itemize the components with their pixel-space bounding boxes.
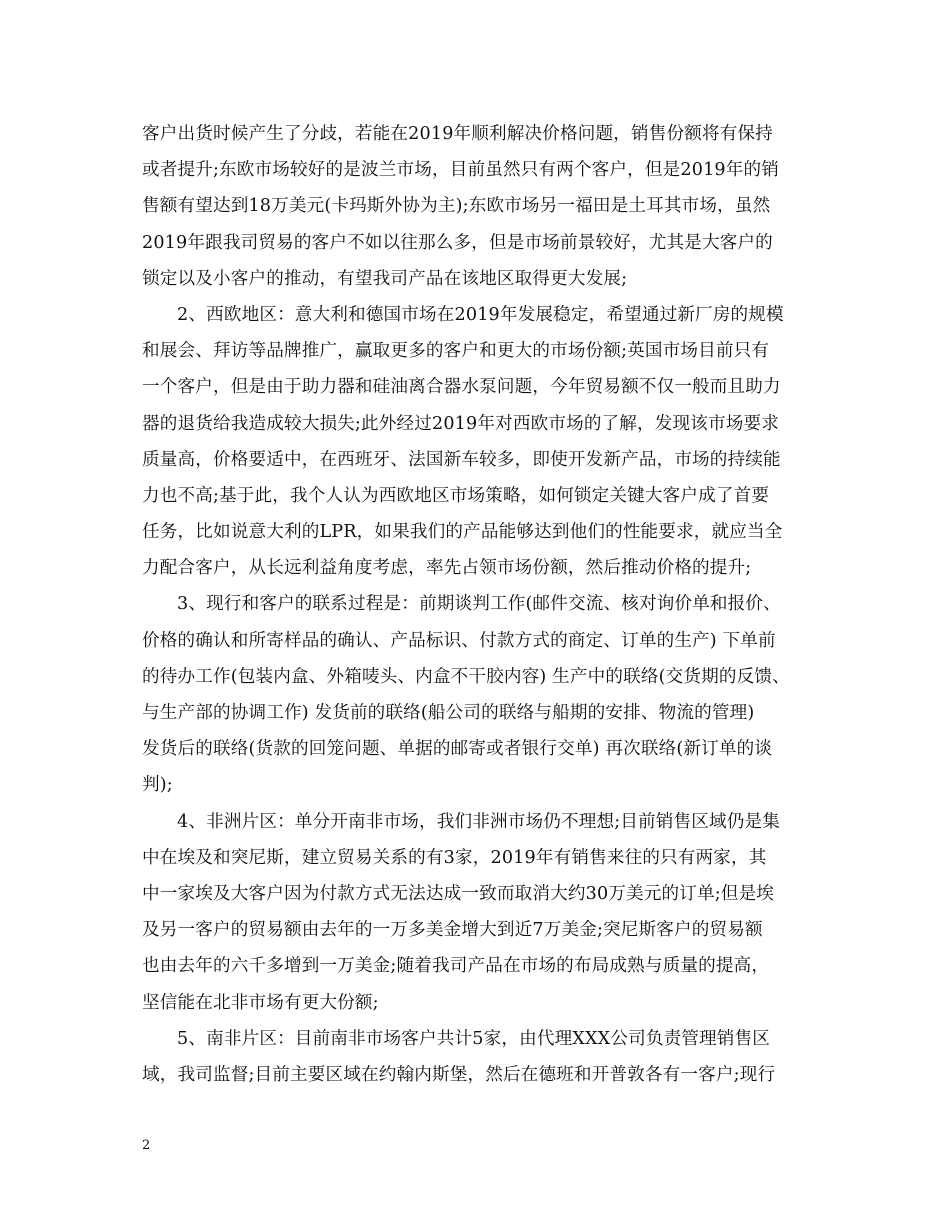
- text-line: 售额有望达到18万美元(卡玛斯外协为主);东欧市场另一福田是土耳其市场，虽然: [142, 196, 771, 217]
- paragraph-start-line: 3、现行和客户的联系过程是：前期谈判工作(邮件交流、核对询价单和报价、: [177, 594, 781, 615]
- text-line: 中在埃及和突尼斯，建立贸易关系的有3家，2019年有销售来往的只有两家，其: [142, 847, 767, 868]
- page-number: 2: [142, 1138, 151, 1153]
- text-line: 及另一客户的贸易额由去年的一万多美金增大到近7万美金;突尼斯客户的贸易额: [142, 920, 763, 941]
- body-text: [142, 116, 822, 1093]
- text-line: 坚信能在北非市场有更大份额;: [142, 992, 379, 1013]
- text-line: 也由去年的六千多增到一万美金;随着我司产品在市场的布局成熟与质量的提高，: [142, 956, 770, 977]
- paragraph-start-line: 5、南非片区：目前南非市场客户共计5家，由代理XXX公司负责管理销售区: [177, 1028, 771, 1049]
- text-line: 判);: [142, 775, 173, 796]
- text-line: 锁定以及小客户的推动，有望我司产品在该地区取得更大发展;: [142, 268, 628, 289]
- text-line: 客户出货时候产生了分歧，若能在2019年顺利解决价格问题，销售份额将有保持: [142, 124, 773, 144]
- text-line: 器的退货给我造成较大损失;此外经过2019年对西欧市场的了解，发现该市场要求: [142, 413, 779, 434]
- text-line: 任务，比如说意大利的LPR，如果我们的产品能够达到他们的性能要求，就应当全: [142, 522, 783, 543]
- text-line: 或者提升;东欧市场较好的是波兰市场，目前虽然只有两个客户，但是2019年的销: [142, 160, 779, 181]
- text-line: 中一家埃及大客户因为付款方式无法达成一致而取消大约30万美元的订单;但是埃: [142, 883, 775, 904]
- text-line: 一个客户，但是由于助力器和硅油离合器水泵问题，今年贸易额不仅一般而且助力: [142, 377, 781, 398]
- text-line: 域，我司监督;目前主要区域在约翰内斯堡，然后在德班和开普敦各有一客户;现行: [142, 1064, 776, 1085]
- text-line: 质量高，价格要适中，在西班牙、法国新车较多，即使开发新产品，市场的持续能: [142, 449, 781, 470]
- text-line: 价格的确认和所寄样品的确认、产品标识、付款方式的商定、订单的生产) 下单前: [142, 630, 776, 651]
- text-line: 力也不高;基于此，我个人认为西欧地区市场策略，如何锁定关键大客户成了首要: [142, 485, 770, 506]
- text-line: 发货后的联络(货款的回笼问题、单据的邮寄或者银行交单) 再次联络(新订单的谈: [142, 739, 773, 760]
- paragraph-start-line: 4、非洲片区：单分开南非市场，我们非洲市场仍不理想;目前销售区域仍是集: [177, 811, 780, 832]
- text-line: 和展会、拜访等品牌推广，赢取更多的客户和更大的市场份额;英国市场目前只有: [142, 341, 770, 362]
- text-line: 力配合客户，从长远利益角度考虑，率先占领市场份额，然后推动价格的提升;: [142, 558, 752, 579]
- text-line: 2019年跟我司贸易的客户不如以往那么多，但是市场前景较好，尤其是大客户的: [142, 232, 773, 253]
- text-line: 与生产部的协调工作) 发货前的联络(船公司的联络与船期的安排、物流的管理): [142, 703, 755, 723]
- paragraph-start-line: 2、西欧地区：意大利和德国市场在2019年发展稳定，希望通过新厂房的规模: [177, 304, 784, 325]
- text-line: 的待办工作(包装内盒、外箱唛头、内盒不干胶内容) 生产中的联络(交货期的反馈、: [142, 666, 790, 687]
